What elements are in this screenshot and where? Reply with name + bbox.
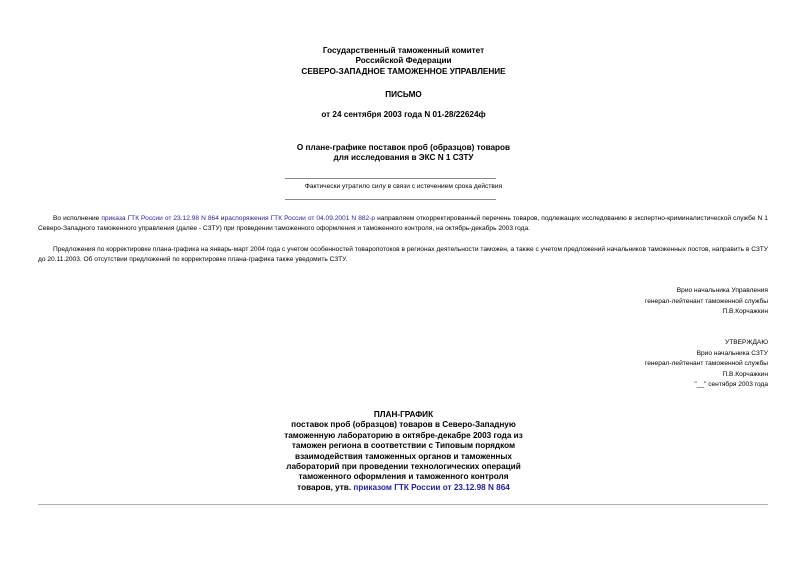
paragraph-1-prefix: Во исполнение: [53, 215, 100, 222]
plan-title: ПЛАН-ГРАФИК: [373, 410, 434, 419]
plan-line4: взаимодействия таможенных органов и таможенных: [295, 451, 512, 461]
doc-date-label: от 24 сентября 2003 года N 01-28/22624ф: [321, 110, 486, 119]
paragraph-1-middle: и: [220, 215, 225, 222]
org-name-line1: Государственный таможенный комитет: [322, 46, 485, 55]
signature-line1: Врио начальника Управления: [676, 287, 768, 294]
doc-type-label: ПИСЬМО: [385, 90, 422, 99]
paragraph-2: [38, 245, 768, 264]
divider-top: [285, 178, 496, 179]
approval-date: "__" сентября 2003 года: [694, 381, 768, 389]
approval-name: П.В.Корчажкин: [722, 370, 768, 378]
paragraph-2-text: Предложения по корректировке плана-графика на январь-март 2004 года с учетом особенностей товаропотоков в регионах деятельности таможен, а также с учетом предложений начальников таможенных постов, направить в СЗТУ до 20.11.2003. Об отсутствии предложений по корректировке плана-графика также уведомить СЗТУ.: [38, 246, 768, 263]
approval-title: УТВЕРЖДАЮ: [725, 339, 768, 346]
order-864-link[interactable]: приказа ГТК России от 23.12.98 N 864: [101, 215, 219, 222]
plan-line2: таможенную лабораторию в октябре-декабре 2003 года из: [284, 430, 523, 440]
page-bottom-divider: [38, 504, 768, 505]
subject-line2: для исследования в ЭКС N 1 СЗТУ: [333, 153, 474, 163]
paragraph-1: [38, 214, 768, 233]
plan-line7-prefix: товаров, утв.: [297, 482, 352, 492]
subject-line1: О плане-графике поставок проб (образцов) товаров: [296, 143, 511, 152]
divider-bottom: [285, 199, 496, 200]
status-note: Фактически утратило силу в связи с истечением срока действия: [304, 183, 503, 190]
doc-type: [0, 90, 807, 100]
plan-line1: поставок проб (образцов) товаров в Северо-Западную: [291, 420, 516, 430]
plan-line6: таможенного оформления и таможенного контроля: [298, 472, 509, 482]
doc-subject: [0, 143, 807, 164]
plan-line5: лабораторий при проведении технологических операций: [286, 462, 521, 472]
letter-header: [0, 46, 807, 77]
paragraph-1-rest: направляем откорректированный перечень товаров, подлежащих исследованию в экспертно-криминалистической службе N 1 Северо-Западного таможенного управления (далее - СЗТУ) при проведении таможенного оформления и таможенного контроля, на октябрь-декабрь 2003 года.: [38, 215, 768, 232]
org-name-line2: Российской Федерации: [355, 56, 452, 66]
signature-name: П.В.Корчажкин: [722, 308, 768, 316]
order-882-link[interactable]: распоряжения ГТК России от 04.09.2001 N 882-р: [224, 215, 376, 222]
plan-title-block: [0, 410, 807, 493]
approval-block: [645, 338, 768, 391]
approval-line2: генерал-лейтенант таможенной службы: [644, 360, 768, 368]
plan-line7: [0, 483, 807, 493]
approval-line1: Врио начальника СЗТУ: [696, 349, 768, 357]
doc-date: [0, 110, 807, 120]
signature-line2: генерал-лейтенант таможенной службы: [644, 297, 768, 305]
org-name-line3: СЕВЕРО-ЗАПАДНОЕ ТАМОЖЕННОЕ УПРАВЛЕНИЕ: [301, 66, 506, 76]
plan-line3: таможен региона в соответствии с Типовым порядком: [291, 441, 516, 451]
plan-order-864-link[interactable]: приказом ГТК России от 23.12.98 N 864: [353, 482, 510, 492]
signature-block: [645, 286, 768, 318]
